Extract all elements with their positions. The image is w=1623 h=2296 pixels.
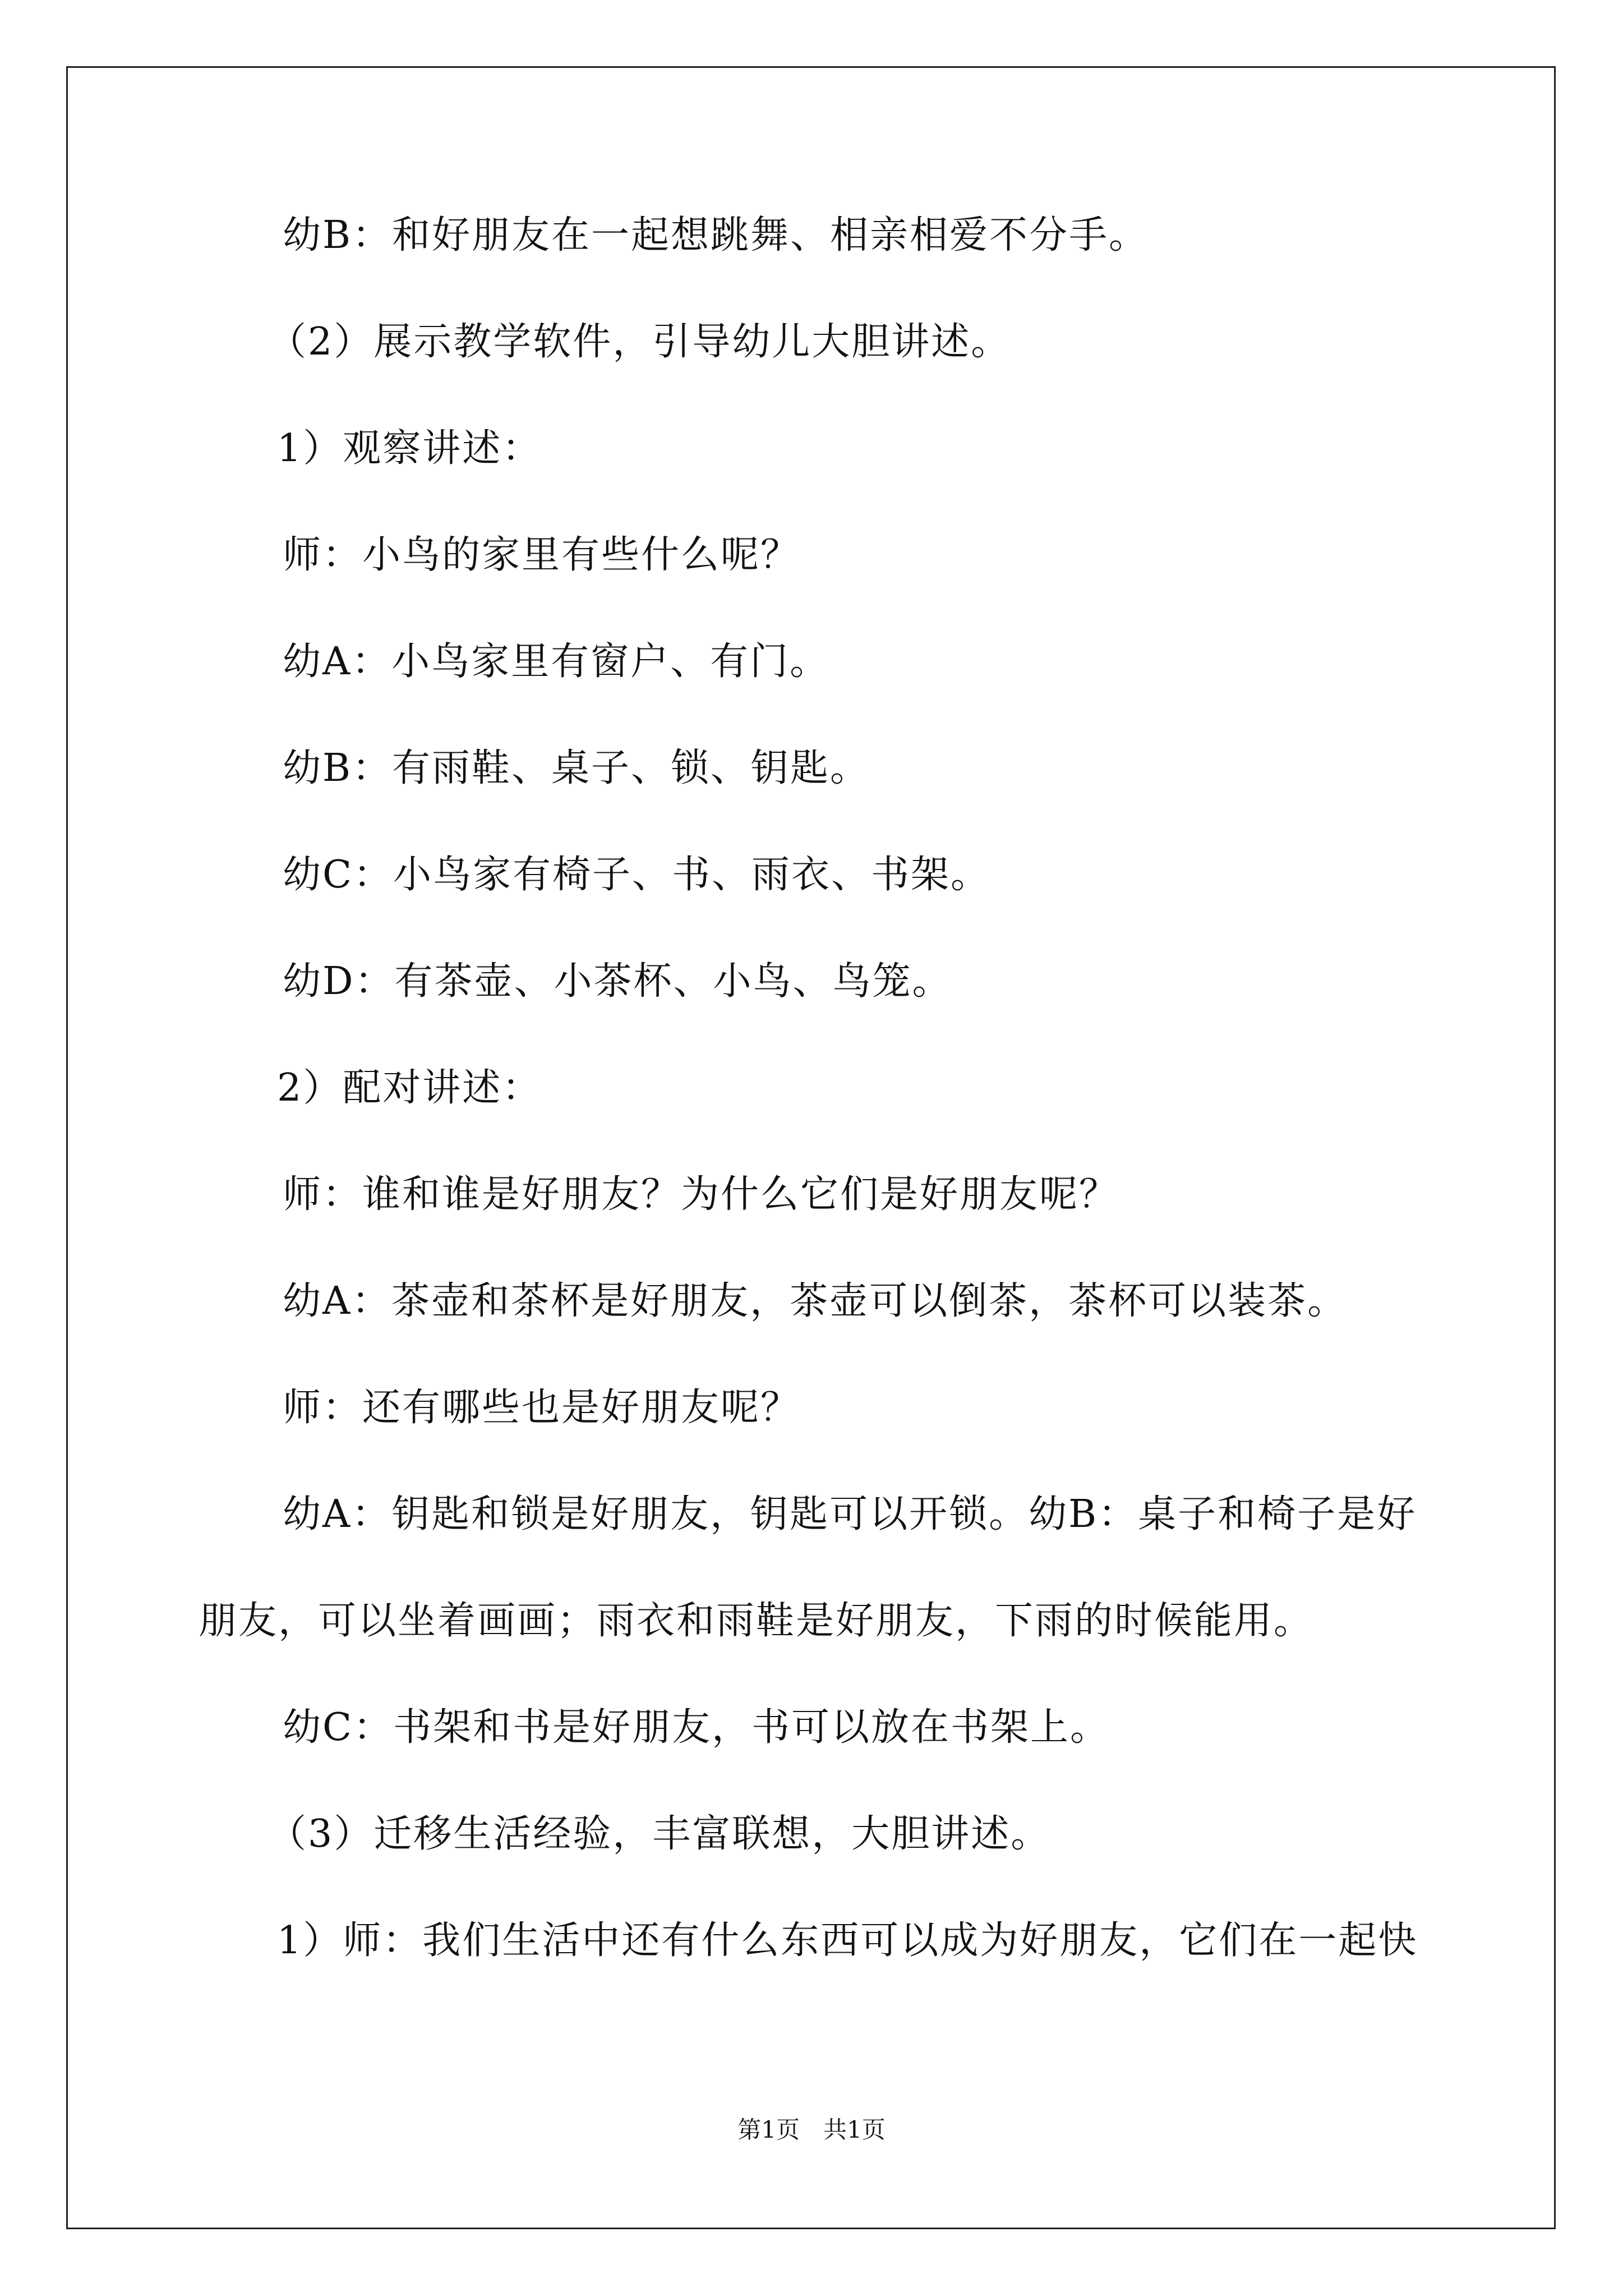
paragraph-8: 幼D：有茶壶、小茶杯、小鸟、鸟笼。 — [283, 959, 952, 1004]
paragraph-7: 幼C：小鸟家有椅子、书、雨衣、书架。 — [283, 853, 991, 897]
paragraph-13-continued: 朋友，可以坐着画画；雨衣和雨鞋是好朋友，下雨的时候能用。 — [199, 1599, 1314, 1643]
paragraph-2: （2）展示教学软件，引导幼儿大胆讲述。 — [268, 320, 1011, 364]
paragraph-14: 幼C：书架和书是好朋友，书可以放在书架上。 — [283, 1705, 1110, 1750]
paragraph-13: 幼A：钥匙和锁是好朋友，钥匙可以开锁。幼B：桌子和椅子是好 — [283, 1492, 1417, 1536]
paragraph-3: 1）观察讲述： — [277, 426, 542, 471]
paragraph-9: 2）配对讲述： — [277, 1066, 542, 1110]
paragraph-6: 幼B：有雨鞋、桌子、锁、钥匙。 — [283, 746, 870, 790]
paragraph-15: （3）迁移生活经验，丰富联想，大胆讲述。 — [268, 1812, 1051, 1856]
paragraph-16: 1）师：我们生活中还有什么东西可以成为好朋友，它们在一起快 — [277, 1918, 1418, 1963]
paragraph-10: 师：谁和谁是好朋友？为什么它们是好朋友呢？ — [283, 1172, 1119, 1217]
paragraph-11: 幼A：茶壶和茶杯是好朋友，茶壶可以倒茶，茶杯可以装茶。 — [283, 1279, 1348, 1323]
page-border — [66, 66, 1556, 2229]
paragraph-4: 师：小鸟的家里有些什么呢？ — [283, 533, 801, 577]
page-footer: 第1页 共1页 — [737, 2116, 886, 2143]
paragraph-12: 师：还有哪些也是好朋友呢？ — [283, 1386, 801, 1430]
paragraph-5: 幼A：小鸟家里有窗户、有门。 — [283, 639, 830, 684]
paragraph-1: 幼B：和好朋友在一起想跳舞、相亲相爱不分手。 — [283, 213, 1149, 257]
